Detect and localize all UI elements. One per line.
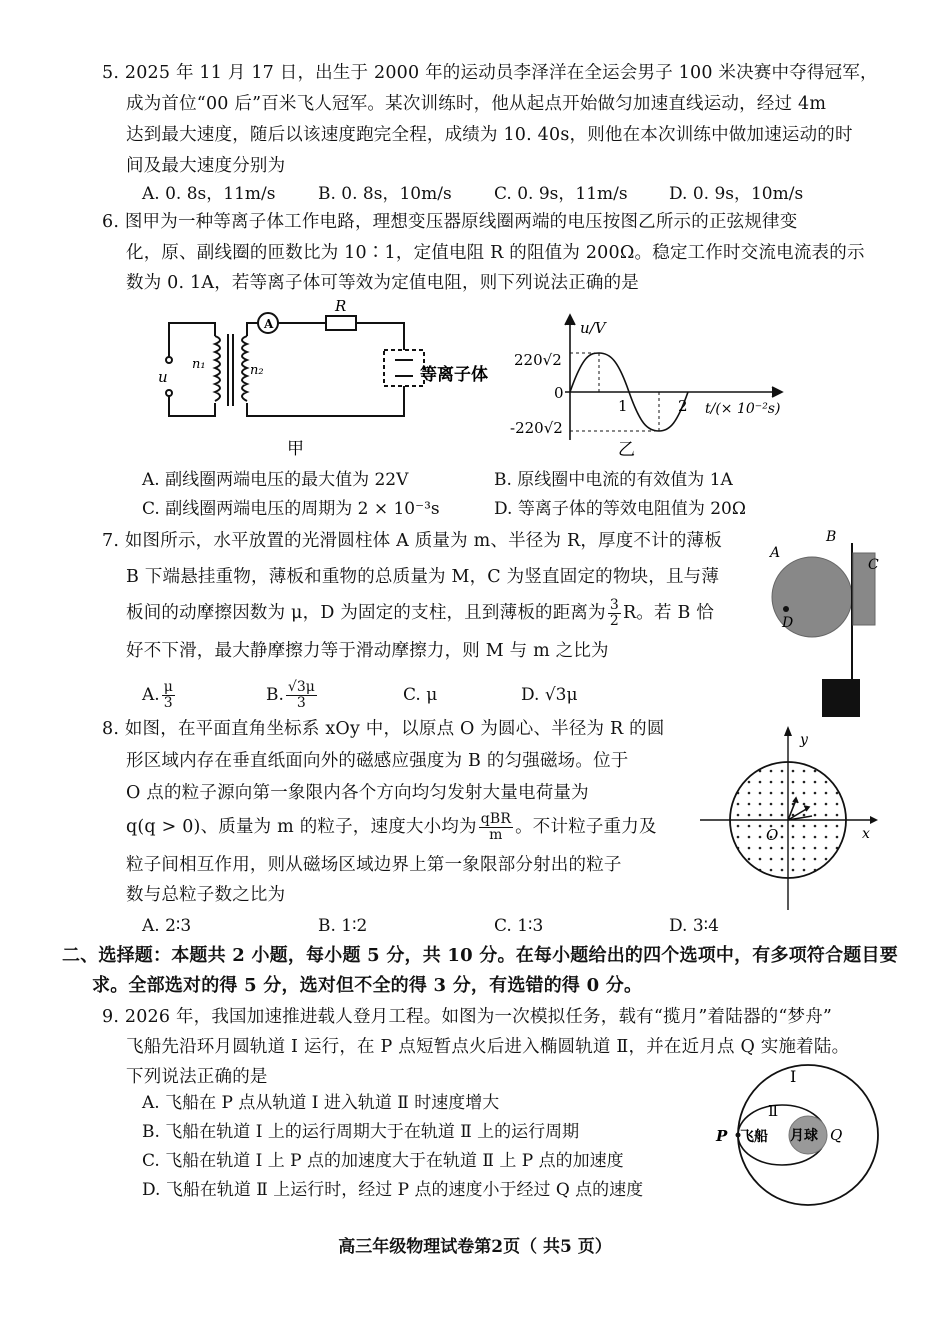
q8-option-a: A. 2∶3 xyxy=(142,916,192,936)
q6-line3: 数为 0. 1A，若等离子体可等效为定值电阻，则下列说法正确的是 xyxy=(126,273,639,293)
q8-fraction: $\frac{\text{qBR}}{m}$ xyxy=(480,811,512,843)
magnetic-field-figure xyxy=(700,722,885,917)
zero-label: 0 xyxy=(554,384,564,402)
q6-option-c: C. 副线圈两端电压的周期为 2 × 10⁻³s xyxy=(142,499,440,519)
q9-line2: 飞船先沿环月圆轨道 Ⅰ 运行，在 P 点短暂点火后进入椭圆轨道 Ⅱ，并在近月点 Q 实施着陆。 xyxy=(126,1037,850,1057)
point-p-label: P xyxy=(716,1127,728,1145)
q8-line1: 8. 如图，在平面直角坐标系 xOy 中，以原点 O 为圆心、半径为 R 的圆 xyxy=(102,719,665,739)
t2-label: 2 xyxy=(678,397,688,415)
section2-line2: 求。全部选对的得 5 分，选对但不全的得 3 分，有选错的得 0 分。 xyxy=(92,975,643,996)
label-d: D xyxy=(782,615,794,631)
label-b: B xyxy=(826,529,837,545)
voltage-label: u xyxy=(158,368,168,386)
y-axis-letter: y xyxy=(800,732,808,748)
x-axis-letter: x xyxy=(862,826,870,842)
q8-option-d: D. 3∶4 xyxy=(669,916,719,936)
y-axis-label: u/V xyxy=(580,319,606,337)
q5-line4: 间及最大速度分别为 xyxy=(126,156,286,176)
q7-option-c: C. μ xyxy=(403,685,438,705)
page-footer: 高三年级物理试卷第2页（ 共5 页） xyxy=(338,1237,612,1257)
plasma-label: 等离子体 xyxy=(420,365,488,385)
point-q-label: Q xyxy=(830,1126,843,1144)
q9-line3: 下列说法正确的是 xyxy=(126,1067,268,1087)
resistor-label: R xyxy=(335,298,347,315)
q6-option-d: D. 等离子体的等效电阻值为 20Ω xyxy=(494,499,746,519)
label-c: C xyxy=(868,557,879,573)
q6-line2: 化，原、副线圈的匝数比为 10∶1，定值电阻 R 的阻值为 200Ω。稳定工作时交流电流表的示 xyxy=(126,243,865,263)
q9-option-c: C. 飞船在轨道 Ⅰ 上 P 点的加速度大于在轨道 Ⅱ 上 P 点的加速度 xyxy=(142,1151,624,1171)
transformer-circuit-figure xyxy=(150,298,510,466)
q8-option-c: C. 1∶3 xyxy=(494,916,544,936)
q7-option-a: A. $\frac{\mu}{3}$ xyxy=(142,679,173,711)
t1-label: 1 xyxy=(618,397,628,415)
q8-line6: 数与总粒子数之比为 xyxy=(126,885,286,905)
q8-line3: O 点的粒子源向第一象限内各个方向均匀发射大量电荷量为 xyxy=(126,783,589,803)
q5-line3: 达到最大速度，随后以该速度跑完全程，成绩为 10. 40s，则他在本次训练中做加速运动的时 xyxy=(126,125,853,145)
q7-line4: 好不下滑，最大静摩擦力等于滑动摩擦力，则 M 与 m 之比为 xyxy=(126,641,609,661)
q7-line3: 板间的动摩擦因数为 μ，D 为固定的支柱，且到薄板的距离为 $\frac{3}{2}$ R。若 B 恰 xyxy=(126,597,714,629)
q7-option-b: B. $\frac{√3\mu}{3}$ xyxy=(266,679,315,711)
n2-label: n₂ xyxy=(250,363,264,378)
q6-line1: 6. 图甲为一种等离子体工作电路，理想变压器原线圈两端的电压按图乙所示的正弦规律变 xyxy=(102,212,798,232)
ammeter-label: A xyxy=(264,317,274,331)
q7-line2: B 下端悬挂重物，薄板和重物的总质量为 M，C 为竖直固定的物块，且与薄 xyxy=(126,567,720,587)
q7-option-d: D. √3μ xyxy=(521,685,578,705)
ymax-label: 220√2 xyxy=(514,351,562,369)
ymin-label: -220√2 xyxy=(510,419,563,437)
orbit-one-label: Ⅰ xyxy=(790,1067,797,1086)
q9-option-b: B. 飞船在轨道 Ⅰ 上的运行周期大于在轨道 Ⅱ 上的运行周期 xyxy=(142,1122,580,1142)
origin-letter: O xyxy=(766,826,779,844)
q6-option-b: B. 原线圈中电流的有效值为 1A xyxy=(494,470,733,490)
q8-line2: 形区域内存在垂直纸面向外的磁感应强度为 B 的匀强磁场。位于 xyxy=(126,751,629,771)
q9-option-d: D. 飞船在轨道 Ⅱ 上运行时，经过 P 点的速度小于经过 Q 点的速度 xyxy=(142,1180,644,1200)
q9-option-a: A. 飞船在 P 点从轨道 Ⅰ 进入轨道 Ⅱ 时速度增大 xyxy=(142,1093,500,1113)
n1-label: n₁ xyxy=(192,357,206,372)
q5-line2: 成为首位“00 后”百米飞人冠军。某次训练时，他从起点开始做匀加速直线运动，经过 4m xyxy=(126,94,827,114)
section2-line1: 二、选择题：本题共 2 小题，每小题 5 分，共 10 分。在每小题给出的四个选项中，有多项符合题目要 xyxy=(62,945,898,966)
q9-line1: 9. 2026 年，我国加速推进载人登月工程。如图为一次模拟任务，载有“揽月”着陆器的“梦舟” xyxy=(102,1007,833,1027)
figure-yi-caption: 乙 xyxy=(618,440,635,460)
q6-option-a: A. 副线圈两端电压的最大值为 22V xyxy=(142,470,409,490)
q5-option-b: B. 0. 8s，10m/s xyxy=(318,184,452,204)
q5-option-c: C. 0. 9s，11m/s xyxy=(494,184,628,204)
q8-line4: q(q > 0)、质量为 m 的粒子，速度大小均为 $\frac{\text{qBR}}{m}$ 。不计粒子重力及 xyxy=(126,811,657,843)
q8-line5: 粒子间相互作用，则从磁场区域边界上第一象限部分射出的粒子 xyxy=(126,855,622,875)
x-axis-label: t/(× 10⁻²s) xyxy=(705,401,781,417)
moon-label: 月球 xyxy=(790,1128,818,1144)
q5-line1: 5. 2025 年 11 月 17 日，出生于 2000 年的运动员李泽洋在全运会男子 100 米决赛中夺得冠军， xyxy=(102,63,878,83)
orbit-two-label: Ⅱ xyxy=(768,1102,779,1120)
sine-voltage-figure xyxy=(510,305,810,465)
q7-line1: 7. 如图所示，水平放置的光滑圆柱体 A 质量为 m、半径为 R，厚度不计的薄板 xyxy=(102,531,722,551)
cylinder-board-figure xyxy=(760,525,910,725)
figure-jia-caption: 甲 xyxy=(287,439,304,459)
spaceship-label: 飞船 xyxy=(740,1129,768,1145)
lunar-orbit-figure xyxy=(710,1058,890,1208)
q7-fraction: $\frac{3}{2}$ xyxy=(609,597,619,629)
q5-option-a: A. 0. 8s，11m/s xyxy=(142,184,276,204)
q5-option-d: D. 0. 9s，10m/s xyxy=(669,184,804,204)
label-a: A xyxy=(770,545,781,561)
q8-option-b: B. 1∶2 xyxy=(318,916,368,936)
